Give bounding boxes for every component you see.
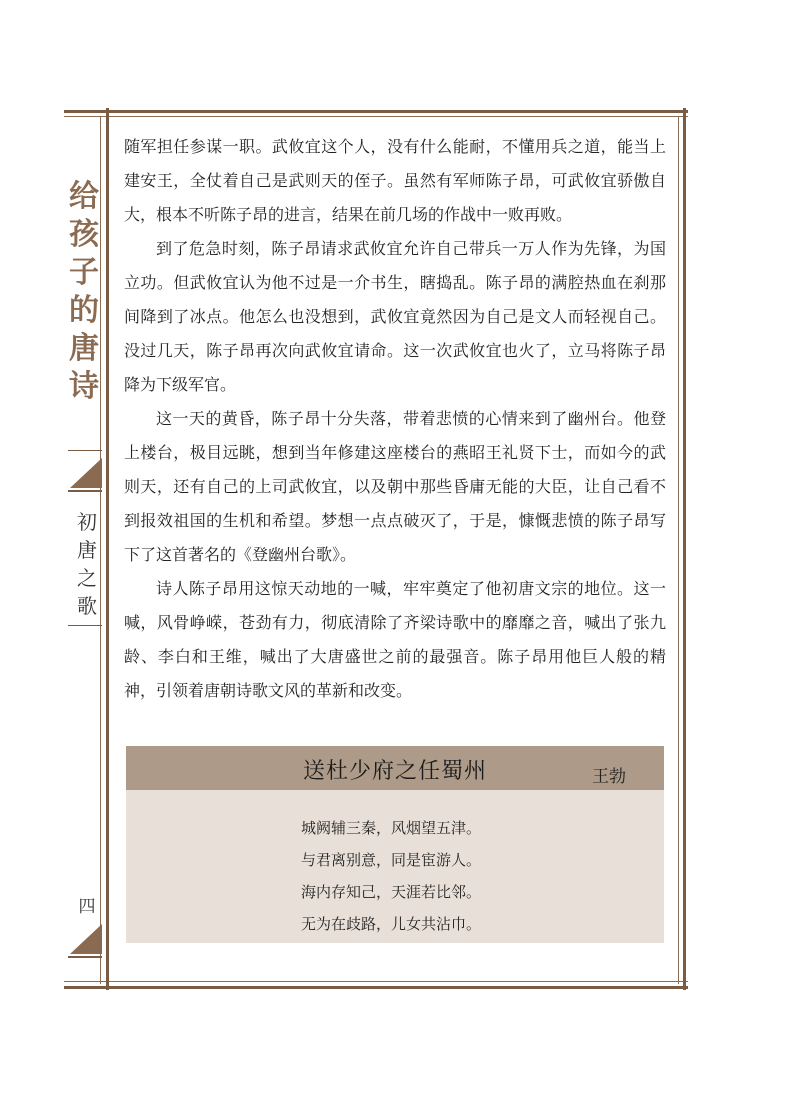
book-title-char: 孩 [69, 217, 99, 252]
poem-line: 与君离别意，同是宦游人。 [301, 851, 482, 869]
book-title-char: 唐 [69, 331, 99, 366]
poem-line: 无为在歧路，儿女共沾巾。 [301, 915, 482, 933]
paragraph: 诗人陈子昂用这惊天动地的一喊，牢牢奠定了他初唐文宗的地位。这一喊，风骨峥嵘，苍劲有力，彻底清除了齐梁诗歌中的靡靡之音，喊出了张九龄、李白和王维，喊出了大唐盛世之前的最强音。陈子昂用他巨人般的精神，引领着唐朝诗歌文风的革新和改变。 [124, 579, 666, 700]
body-text [124, 130, 666, 708]
chapter-name-char: 唐 [77, 538, 97, 562]
chapter-divider [68, 490, 102, 492]
paragraph: 到了危急时刻，陈子昂请求武攸宜允许自己带兵一万人作为先锋，为国立功。但武攸宜认为他不过是一介书生，瞎捣乱。陈子昂的满腔热血在刹那间降到了冰点。他怎么也没想到，武攸宜竟然因为自己是文人而轻视自己。没过几天，陈子昂再次向武攸宜请命。这一次武攸宜也火了，立马将陈子昂降为下级军官。 [124, 239, 666, 394]
chapter-tab-ornament [70, 458, 102, 488]
chapter-name-char: 初 [77, 510, 97, 534]
page-number-divider [68, 956, 102, 958]
poem-title: 送杜少府之任蜀州 [302, 759, 487, 784]
chapter-name-char: 歌 [77, 594, 97, 618]
margin-separator [106, 108, 109, 990]
page-frame-top [64, 110, 688, 113]
poem-line: 海内存知己，天涯若比邻。 [301, 883, 482, 901]
paragraph: 随军担任参谋一职。武攸宜这个人，没有什么能耐，不懂用兵之道，能当上建安王，全仗着自己是武则天的侄子。虽然有军师陈子昂，可武攸宜骄傲自大，根本不听陈子昂的进言，结果在前几场的作战中一败再败。 [124, 137, 666, 224]
poem-header [126, 746, 664, 790]
poem-line: 城阙辅三秦，风烟望五津。 [301, 819, 482, 837]
poem-author: 王勃 [592, 767, 626, 787]
book-title-char: 的 [69, 293, 99, 328]
page-frame-bottom-inner [64, 981, 688, 982]
page-frame-right-inner [678, 116, 679, 984]
chapter-divider-top [68, 450, 102, 451]
book-title-char: 给 [69, 179, 99, 214]
page-frame-bottom [64, 986, 688, 989]
page-frame-right [683, 108, 686, 990]
book-title-char: 诗 [69, 369, 99, 404]
book-title-char: 子 [69, 255, 99, 290]
poem-body [126, 790, 664, 943]
chapter-divider-bottom [68, 625, 102, 626]
chapter-name [72, 508, 102, 620]
chapter-name-char: 之 [77, 566, 97, 590]
poem-lines [301, 812, 481, 940]
page-number-ornament [70, 924, 102, 954]
page-number: 四 [78, 897, 96, 917]
page-frame-top-inner [64, 116, 688, 117]
book-title [66, 178, 102, 406]
paragraph: 这一天的黄昏，陈子昂十分失落，带着悲愤的心情来到了幽州台。他登上楼台，极目远眺，想到当年修建这座楼台的燕昭王礼贤下士，而如今的武则天，还有自己的上司武攸宜，以及朝中那些昏庸无能的大臣，让自己看不到报效祖国的生机和希望。梦想一点点破灭了，于是，慷慨悲愤的陈子昂写下了这首著名的《登幽州台歌》。 [124, 409, 666, 564]
